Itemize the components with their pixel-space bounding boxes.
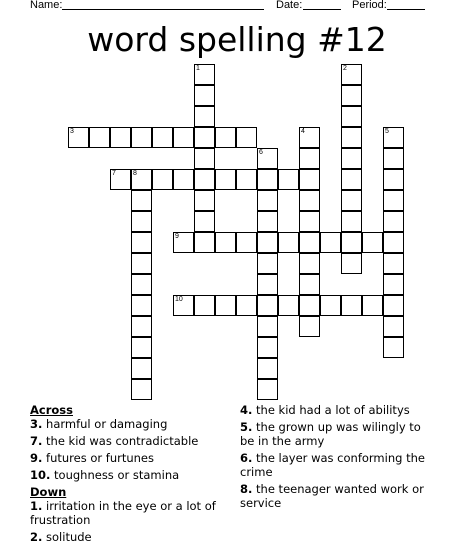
grid-cell[interactable] bbox=[215, 169, 236, 190]
grid-cell[interactable] bbox=[257, 169, 278, 190]
cell-number: 10 bbox=[175, 296, 183, 303]
clue-number: 9. bbox=[30, 451, 43, 465]
grid-cell[interactable] bbox=[194, 106, 215, 127]
grid-cell[interactable] bbox=[299, 316, 320, 337]
grid-cell[interactable] bbox=[341, 64, 362, 85]
grid-cell[interactable] bbox=[131, 337, 152, 358]
grid-cell[interactable] bbox=[194, 190, 215, 211]
cell-number: 6 bbox=[259, 149, 263, 156]
grid-cell[interactable] bbox=[257, 379, 278, 400]
grid-cell[interactable] bbox=[320, 295, 341, 316]
cell-number: 2 bbox=[343, 65, 347, 72]
grid-cell[interactable] bbox=[236, 232, 257, 253]
grid-cell[interactable] bbox=[383, 253, 404, 274]
cell-number: 4 bbox=[301, 128, 305, 135]
grid-cell[interactable] bbox=[383, 169, 404, 190]
clue-number: 6. bbox=[240, 451, 253, 465]
down-heading: Down bbox=[30, 485, 67, 499]
grid-cell[interactable] bbox=[257, 337, 278, 358]
grid-cell[interactable] bbox=[341, 127, 362, 148]
grid-cell[interactable] bbox=[299, 295, 320, 316]
grid-cell[interactable] bbox=[131, 379, 152, 400]
clue-down-5 bbox=[240, 420, 430, 448]
grid-cell[interactable] bbox=[173, 127, 194, 148]
grid-cell[interactable] bbox=[131, 253, 152, 274]
grid-cell[interactable] bbox=[257, 148, 278, 169]
grid-cell[interactable] bbox=[215, 295, 236, 316]
cell-number: 1 bbox=[196, 65, 200, 72]
grid-cell[interactable] bbox=[299, 190, 320, 211]
clue-number: 4. bbox=[240, 403, 253, 417]
grid-cell[interactable] bbox=[341, 85, 362, 106]
grid-cell[interactable] bbox=[194, 295, 215, 316]
grid-cell[interactable] bbox=[257, 274, 278, 295]
across-heading: Across bbox=[30, 403, 73, 417]
grid-cell[interactable] bbox=[320, 232, 341, 253]
grid-cell[interactable] bbox=[194, 169, 215, 190]
clue-number: 7. bbox=[30, 434, 43, 448]
grid-cell[interactable] bbox=[257, 358, 278, 379]
grid-cell[interactable] bbox=[194, 127, 215, 148]
grid-cell[interactable] bbox=[383, 190, 404, 211]
grid-cell[interactable] bbox=[131, 358, 152, 379]
clue-across-7 bbox=[30, 434, 235, 448]
grid-cell[interactable] bbox=[341, 232, 362, 253]
clues-right-column bbox=[240, 403, 430, 513]
grid-cell[interactable] bbox=[194, 211, 215, 232]
grid-cell[interactable] bbox=[278, 232, 299, 253]
grid-cell[interactable] bbox=[257, 295, 278, 316]
clue-across-3 bbox=[30, 417, 235, 431]
grid-cell[interactable] bbox=[131, 190, 152, 211]
grid-cell[interactable] bbox=[110, 127, 131, 148]
clue-down-6 bbox=[240, 451, 430, 479]
grid-cell[interactable] bbox=[362, 295, 383, 316]
clue-text: the kid was contradictable bbox=[46, 434, 199, 448]
grid-cell[interactable] bbox=[131, 127, 152, 148]
grid-cell[interactable] bbox=[194, 232, 215, 253]
clue-number: 2. bbox=[30, 530, 43, 544]
clue-down-1 bbox=[30, 499, 235, 527]
grid-cell[interactable] bbox=[236, 127, 257, 148]
grid-cell[interactable] bbox=[131, 211, 152, 232]
grid-cell[interactable] bbox=[131, 316, 152, 337]
grid-cell[interactable] bbox=[299, 169, 320, 190]
grid-cell[interactable] bbox=[89, 127, 110, 148]
clue-number: 1. bbox=[30, 499, 43, 513]
grid-cell[interactable] bbox=[341, 190, 362, 211]
grid-cell[interactable] bbox=[383, 274, 404, 295]
grid-cell[interactable] bbox=[194, 148, 215, 169]
grid-cell[interactable] bbox=[173, 232, 194, 253]
clue-text: the teenager wanted work or service bbox=[240, 482, 424, 510]
cell-number: 3 bbox=[70, 128, 74, 135]
grid-cell[interactable] bbox=[362, 232, 383, 253]
grid-cell[interactable] bbox=[299, 211, 320, 232]
grid-cell[interactable] bbox=[299, 148, 320, 169]
grid-cell[interactable] bbox=[299, 127, 320, 148]
clue-text: solitude bbox=[46, 530, 92, 544]
grid-cell[interactable] bbox=[215, 127, 236, 148]
grid-cell[interactable] bbox=[257, 211, 278, 232]
grid-cell[interactable] bbox=[110, 169, 131, 190]
clue-across-9 bbox=[30, 451, 235, 465]
grid-cell[interactable] bbox=[383, 148, 404, 169]
grid-cell[interactable] bbox=[152, 127, 173, 148]
clues-left-column bbox=[30, 403, 235, 547]
cell-number: 9 bbox=[175, 233, 179, 240]
grid-cell[interactable] bbox=[278, 295, 299, 316]
grid-cell[interactable] bbox=[257, 190, 278, 211]
grid-cell[interactable] bbox=[131, 169, 152, 190]
clue-text: irritation in the eye or a lot of frustration bbox=[30, 499, 216, 527]
grid-cell[interactable] bbox=[299, 253, 320, 274]
grid-cell[interactable] bbox=[383, 127, 404, 148]
grid-cell[interactable] bbox=[383, 295, 404, 316]
clue-text: the kid had a lot of abilitys bbox=[256, 403, 410, 417]
grid-cell[interactable] bbox=[152, 169, 173, 190]
grid-cell[interactable] bbox=[383, 337, 404, 358]
grid-cell[interactable] bbox=[68, 127, 89, 148]
clue-down-8 bbox=[240, 482, 430, 510]
clue-number: 10. bbox=[30, 468, 51, 482]
grid-cell[interactable] bbox=[194, 64, 215, 85]
grid-cell[interactable] bbox=[383, 211, 404, 232]
grid-cell[interactable] bbox=[341, 148, 362, 169]
cell-number: 5 bbox=[385, 128, 389, 135]
grid-cell[interactable] bbox=[131, 232, 152, 253]
grid-cell[interactable] bbox=[173, 169, 194, 190]
grid-cell[interactable] bbox=[236, 169, 257, 190]
grid-cell[interactable] bbox=[215, 232, 236, 253]
period-label: Period: bbox=[352, 0, 387, 11]
grid-cell[interactable] bbox=[257, 232, 278, 253]
grid-cell[interactable] bbox=[341, 106, 362, 127]
clue-number: 5. bbox=[240, 420, 253, 434]
grid-cell[interactable] bbox=[236, 295, 257, 316]
page-title: word spelling #12 bbox=[87, 20, 387, 59]
grid-cell[interactable] bbox=[383, 316, 404, 337]
grid-cell[interactable] bbox=[341, 295, 362, 316]
clue-down-2 bbox=[30, 530, 235, 544]
clue-across-10 bbox=[30, 468, 235, 482]
grid-cell[interactable] bbox=[194, 85, 215, 106]
grid-cell[interactable] bbox=[299, 232, 320, 253]
cell-number: 8 bbox=[133, 170, 137, 177]
grid-cell[interactable] bbox=[341, 169, 362, 190]
cell-number: 7 bbox=[112, 170, 116, 177]
clue-text: futures or furtunes bbox=[46, 451, 155, 465]
clue-down-4 bbox=[240, 403, 430, 417]
grid-cell[interactable] bbox=[257, 316, 278, 337]
clue-text: the layer was conforming the crime bbox=[240, 451, 425, 479]
grid-cell[interactable] bbox=[341, 211, 362, 232]
clue-number: 3. bbox=[30, 417, 43, 431]
clue-text: toughness or stamina bbox=[54, 468, 180, 482]
clue-number: 8. bbox=[240, 482, 253, 496]
grid-cell[interactable] bbox=[278, 169, 299, 190]
grid-cell[interactable] bbox=[383, 232, 404, 253]
name-label: Name: bbox=[30, 0, 63, 11]
date-label: Date: bbox=[276, 0, 303, 11]
grid-cell[interactable] bbox=[341, 253, 362, 274]
grid-cell[interactable] bbox=[173, 295, 194, 316]
grid-cell[interactable] bbox=[257, 253, 278, 274]
clue-text: harmful or damaging bbox=[46, 417, 168, 431]
grid-cell[interactable] bbox=[131, 274, 152, 295]
clue-text: the grown up was wilingly to be in the army bbox=[240, 420, 421, 448]
grid-cell[interactable] bbox=[131, 295, 152, 316]
grid-cell[interactable] bbox=[299, 274, 320, 295]
